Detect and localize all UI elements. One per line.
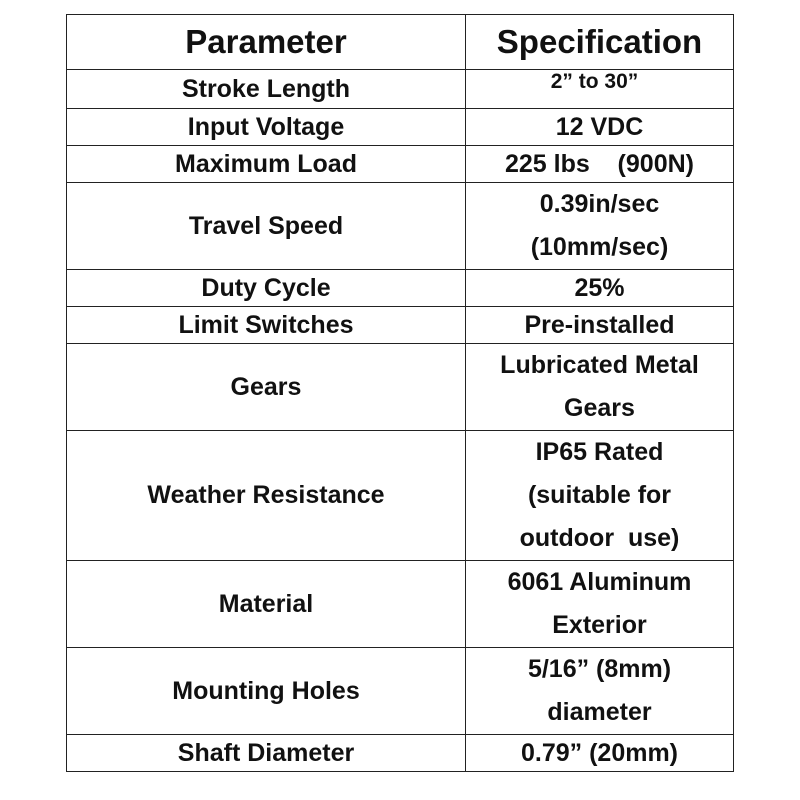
- specification-line: (suitable for: [527, 481, 672, 509]
- table-row: [67, 344, 734, 431]
- table-row: [67, 431, 734, 561]
- specification-cell: [466, 109, 734, 146]
- specification-line: 5/16” (8mm): [527, 655, 672, 683]
- specification-cell: [466, 70, 734, 109]
- parameter-cell: Shaft Diameter: [67, 735, 466, 772]
- table-row: [67, 70, 734, 109]
- specification-line: Gears: [564, 394, 635, 422]
- specification-line: (10mm/sec): [530, 233, 669, 261]
- specification-cell: [466, 648, 734, 735]
- specification-line: 25%: [574, 274, 625, 302]
- table-row: [67, 270, 734, 307]
- table-row: [67, 648, 734, 735]
- parameter-cell: Limit Switches: [67, 307, 466, 344]
- parameter-cell: Input Voltage: [67, 109, 466, 146]
- parameter-cell: Duty Cycle: [67, 270, 466, 307]
- specification-cell: [466, 307, 734, 344]
- table-row: [67, 146, 734, 183]
- parameter-cell: Gears: [67, 344, 466, 431]
- table-row: [67, 109, 734, 146]
- specification-header: Specification: [466, 15, 734, 70]
- specification-line: 0.79” (20mm): [520, 739, 679, 767]
- parameter-cell: Stroke Length: [67, 70, 466, 109]
- specification-cell: [466, 735, 734, 772]
- specification-cell: [466, 270, 734, 307]
- specification-cell: [466, 344, 734, 431]
- table-row: [67, 735, 734, 772]
- table-row: [67, 307, 734, 344]
- specification-line: 2” to 30”: [550, 70, 639, 93]
- parameter-cell: Material: [67, 561, 466, 648]
- specification-line: 225 lbs (900N): [505, 150, 694, 178]
- parameter-header: Parameter: [67, 15, 466, 70]
- specification-line: IP65 Rated: [535, 438, 664, 466]
- parameter-cell: Travel Speed: [67, 183, 466, 270]
- parameter-cell: Mounting Holes: [67, 648, 466, 735]
- specification-line: 6061 Aluminum: [507, 568, 692, 596]
- table-row: [67, 561, 734, 648]
- specification-line: 12 VDC: [555, 113, 644, 141]
- parameter-cell: Weather Resistance: [67, 431, 466, 561]
- specification-line: 0.39in/sec: [539, 190, 660, 218]
- specification-cell: [466, 183, 734, 270]
- specification-line: outdoor use): [519, 524, 680, 552]
- specification-line: Lubricated Metal: [500, 351, 699, 379]
- specification-cell: [466, 146, 734, 183]
- specification-line: Exterior: [552, 611, 647, 639]
- specification-line: diameter: [547, 698, 652, 726]
- specification-cell: [466, 431, 734, 561]
- specification-line: Pre-installed: [524, 311, 675, 339]
- header-row: [67, 15, 734, 70]
- specification-table: [66, 14, 734, 772]
- parameter-cell: Maximum Load: [67, 146, 466, 183]
- table-row: [67, 183, 734, 270]
- specification-cell: [466, 561, 734, 648]
